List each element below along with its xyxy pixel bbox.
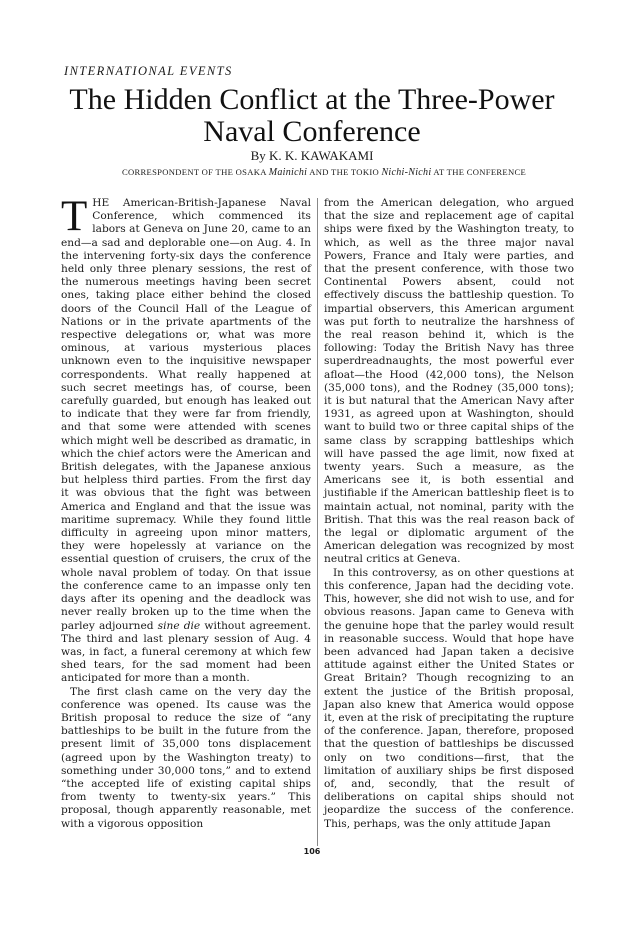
article-title-line2: Naval Conference <box>203 115 421 148</box>
drop-cap: T <box>61 193 88 240</box>
left-p1-text: HE American-British-Japanese Naval Conference, which commenced its labors at Geneva on June 20, came to an end—a sad and deplorable one—on Aug. 4. In the intervening forty-six days the conference held only three plenary sessions, the rest of the numerous meetings having been secret ones, taking place either behind the closed doors of the Council Hall of the League of Nations or in the private apartments of the respective delegations or, what was more ominous, at various mysterious places unknown even to the inquisitive newspaper correspondents. What really happened at such secret meetings has, of course, been carefully guarded, but enough has leaked out to indicate that they were far from friendly, and that some were attended with scenes which might well be described as dramatic, in which the chief actors were the American and British delegates, with the Japanese anxious but helpless third parties. From the first day it was obvious that the fight was between America and England and that the issue was maritime supremacy. While they found little difficulty in agreeing upon minor matters, they were hopelessly at variance on the essential question of cruisers, the crux of the whole naval problem of today. On that issue the conference came to an impasse only ten days after its opening and the deadlock was never really broken up to the time when the parley adjourned <box>61 197 311 632</box>
right-column <box>324 197 574 831</box>
left-paragraph-1 <box>61 193 311 686</box>
correspondent-paper2: Nichi-Nichi <box>381 167 432 178</box>
left-column <box>61 193 311 831</box>
correspondent-middle: AND THE TOKIO <box>309 167 379 177</box>
left-p1-sine-die: sine die <box>157 619 201 632</box>
right-paragraph-1: from the American delegation, who argued that the size and replacement age of capital ships were fixed by the Washington treaty, to which, as well as the three major naval Powers, France and Italy were parties, and that the present conference, with those two Continental Powers absent, could not effectively discuss the battleship question. To impartial observers, this American argument was put forth to neutralize the harshness of the real reason behind it, which is the following: Today the British Navy has three superdreadnaughts, the most powerful ever afloat—the Hood (42,000 tons), the Nelson (35,000 tons), and the Rodney (35,000 tons); it is but natural that the American Navy after 1931, as agreed upon at Washington, should want to build two or three capital ships of the same class by scrapping battleships which will have passed the age limit, now fixed at twenty years. Such a measure, as the Americans see it, is both essential and justifiable if the American battleship fleet is to maintain actual, not nominal, parity with the British. That this was the real reason back of the legal or diplomatic argument of the American delegation was recognized by most neutral critics at Geneva. <box>324 197 574 566</box>
left-p1-end: without agreement. The third and last plenary session of Aug. 4 was, in fact, a funeral ceremony at which few shed tears, for the sad moment had been anticipated for more than a month. <box>61 619 311 685</box>
article-title-line1: The Hidden Conflict at the Three-Power <box>69 83 555 116</box>
column-divider <box>317 198 318 846</box>
right-paragraph-2: In this controversy, as on other questions at this conference, Japan had the deciding vote. This, however, she did not wish to use, and for obvious reasons. Japan came to Geneva with the genuine hope that the parley would result in reasonable success. Would that hope have been advanced had Japan taken a decisive attitude against either the United States or Great Britain? Though recognizing to an extent the justice of the British proposal, Japan also knew that America would oppose it, even at the risk of precipitating the rupture of the conference. Japan, therefore, proposed that the question of battleships be discussed only on two conditions—first, that the limitation of auxiliary ships be first disposed of, and, secondly, that the result of deliberations on capital ships should not jeopardize the success of the conference. This, perhaps, was the only attitude Japan <box>324 566 574 830</box>
page-number: 106 <box>303 847 321 856</box>
byline: By K. K. KAWAKAMI <box>250 148 374 163</box>
section-label: INTERNATIONAL EVENTS <box>64 64 233 78</box>
left-paragraph-2: The first clash came on the very day the conference was opened. Its cause was the British proposal to reduce the size of “any battleships to be built in the future from the present limit of 35,000 tons displacement (agreed upon by the Washington treaty) to something under 30,000 tons,” and to extend “the accepted life of existing capital ships from twenty to twenty-six years.” This proposal, though apparently reasonable, met with a vigorous opposition <box>61 685 311 830</box>
correspondent-paper1: Mainichi <box>268 167 308 178</box>
correspondent-line <box>64 167 584 178</box>
correspondent-suffix: AT THE CONFERENCE <box>433 167 527 177</box>
correspondent-prefix: CORRESPONDENT OF THE OSAKA <box>121 167 267 177</box>
